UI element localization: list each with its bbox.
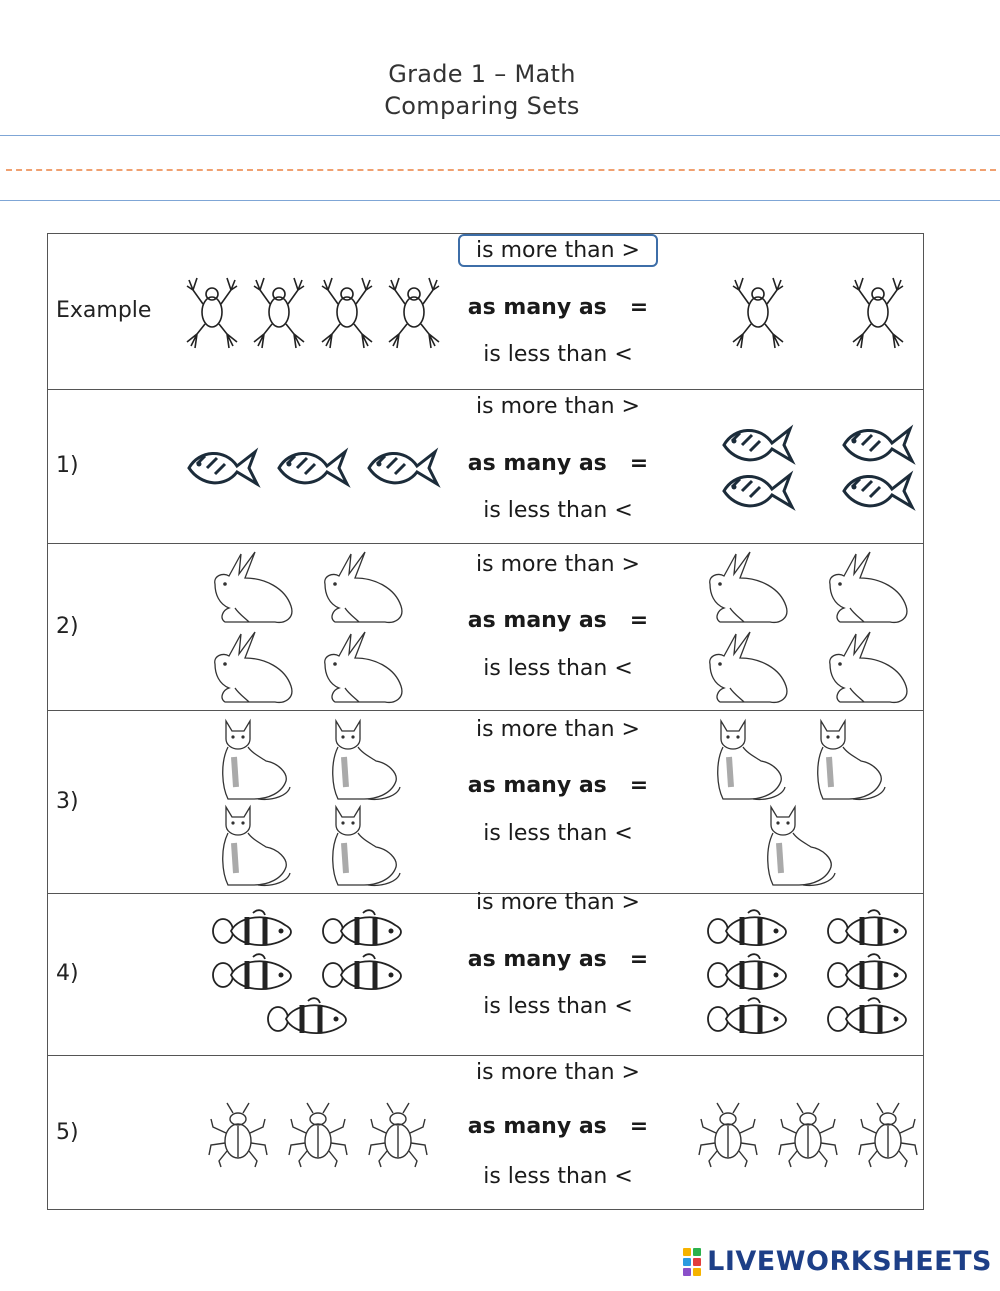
fish-icon bbox=[818, 467, 938, 513]
comparison-table bbox=[47, 233, 924, 1210]
choice-label: is less than < bbox=[483, 821, 633, 846]
choice-label: is less than < bbox=[483, 656, 633, 681]
beetle-icon bbox=[358, 1099, 438, 1169]
frog-icon bbox=[381, 272, 449, 352]
choice-label: as many as = bbox=[467, 608, 649, 633]
right-set bbox=[688, 900, 928, 1050]
choice-more[interactable] bbox=[453, 552, 663, 577]
comparison-row bbox=[48, 544, 923, 711]
cat-icon bbox=[798, 717, 898, 803]
choice-label: as many as = bbox=[467, 947, 649, 972]
fish-icon bbox=[698, 467, 818, 513]
rabbit-icon bbox=[688, 548, 808, 628]
choice-label: is more than > bbox=[458, 234, 658, 267]
frog-icon bbox=[313, 272, 381, 352]
fish-icon bbox=[268, 444, 358, 490]
rabbit-icon bbox=[308, 548, 418, 628]
choice-label: as many as = bbox=[467, 1114, 649, 1139]
choice-same[interactable] bbox=[453, 608, 663, 633]
choice-label: is more than > bbox=[476, 552, 640, 577]
comparison-row bbox=[48, 890, 923, 1056]
comparison-row bbox=[48, 1056, 923, 1211]
rabbit-icon bbox=[198, 628, 308, 708]
choice-less[interactable] bbox=[453, 994, 663, 1019]
frog-icon bbox=[698, 272, 818, 352]
choice-more[interactable] bbox=[453, 394, 663, 419]
clownfish-icon bbox=[308, 909, 418, 953]
comparison-row bbox=[48, 711, 923, 894]
frog-icon bbox=[246, 272, 314, 352]
answer-choices bbox=[453, 890, 663, 1056]
title-line-2: Comparing Sets bbox=[384, 92, 580, 120]
choice-same[interactable] bbox=[453, 773, 663, 798]
rabbit-icon bbox=[688, 628, 808, 708]
rabbit-icon bbox=[308, 628, 418, 708]
choice-same[interactable] bbox=[453, 451, 663, 476]
liveworksheets-logo bbox=[683, 1246, 992, 1277]
choice-same[interactable] bbox=[453, 947, 663, 972]
clownfish-icon bbox=[253, 997, 363, 1041]
frog-icon bbox=[178, 272, 246, 352]
choice-label: is less than < bbox=[483, 994, 633, 1019]
beetle-icon bbox=[848, 1099, 928, 1169]
frog-icon bbox=[818, 272, 938, 352]
beetle-icon bbox=[278, 1099, 358, 1169]
choice-same[interactable] bbox=[453, 1114, 663, 1139]
writing-line-bottom bbox=[0, 200, 1000, 201]
answer-choices bbox=[453, 390, 663, 544]
clownfish-icon bbox=[808, 997, 928, 1041]
fish-icon bbox=[178, 444, 268, 490]
choice-label: as many as = bbox=[467, 295, 649, 320]
row-label: 5) bbox=[56, 1119, 79, 1145]
beetle-icon bbox=[768, 1099, 848, 1169]
rabbit-icon bbox=[808, 548, 928, 628]
clownfish-icon bbox=[688, 997, 808, 1041]
answer-choices bbox=[453, 1056, 663, 1211]
choice-label: is more than > bbox=[476, 394, 640, 419]
worksheet-title bbox=[0, 58, 964, 122]
choice-label: as many as = bbox=[467, 451, 649, 476]
row-label: 4) bbox=[56, 961, 79, 986]
choice-more[interactable] bbox=[453, 717, 663, 742]
beetle-icon bbox=[688, 1099, 768, 1169]
choice-label: is less than < bbox=[483, 342, 633, 367]
comparison-row bbox=[48, 390, 923, 544]
fish-icon bbox=[698, 421, 818, 467]
answer-choices bbox=[453, 544, 663, 711]
writing-line-dashed bbox=[6, 169, 996, 171]
right-set bbox=[698, 396, 938, 538]
fish-icon bbox=[358, 444, 448, 490]
fish-icon bbox=[818, 421, 938, 467]
choice-label: is less than < bbox=[483, 498, 633, 523]
right-set bbox=[688, 550, 928, 705]
choice-more[interactable] bbox=[453, 238, 663, 263]
choice-less[interactable] bbox=[453, 656, 663, 681]
choice-less[interactable] bbox=[453, 1164, 663, 1189]
choice-label: is more than > bbox=[476, 1060, 640, 1085]
clownfish-icon bbox=[308, 953, 418, 997]
choice-more[interactable] bbox=[453, 890, 663, 915]
right-set bbox=[698, 717, 898, 888]
left-set bbox=[198, 717, 418, 888]
clownfish-icon bbox=[808, 909, 928, 953]
left-set bbox=[178, 396, 448, 538]
clownfish-icon bbox=[688, 953, 808, 997]
choice-label: is less than < bbox=[483, 1164, 633, 1189]
choice-label: as many as = bbox=[467, 773, 649, 798]
cat-icon bbox=[308, 717, 418, 803]
clownfish-icon bbox=[198, 909, 308, 953]
right-set bbox=[688, 1062, 928, 1205]
cat-icon bbox=[698, 717, 798, 803]
clownfish-icon bbox=[808, 953, 928, 997]
left-set bbox=[198, 900, 418, 1050]
choice-less[interactable] bbox=[453, 342, 663, 367]
rabbit-icon bbox=[808, 628, 928, 708]
cat-icon bbox=[308, 803, 418, 889]
left-set bbox=[198, 550, 418, 705]
writing-line-top bbox=[0, 135, 1000, 136]
choice-label: is more than > bbox=[476, 717, 640, 742]
clownfish-icon bbox=[198, 953, 308, 997]
clownfish-icon bbox=[688, 909, 808, 953]
title-line-1: Grade 1 – Math bbox=[388, 60, 576, 88]
choice-label: is more than > bbox=[476, 890, 640, 915]
comparison-row bbox=[48, 234, 923, 390]
liveworksheets-logo-icon bbox=[683, 1248, 701, 1276]
right-set bbox=[698, 240, 938, 384]
beetle-icon bbox=[198, 1099, 278, 1169]
row-label: 2) bbox=[56, 613, 79, 639]
logo-text: LIVEWORKSHEETS bbox=[707, 1246, 992, 1277]
choice-same[interactable] bbox=[453, 295, 663, 320]
answer-choices bbox=[453, 711, 663, 894]
choice-less[interactable] bbox=[453, 498, 663, 523]
left-set bbox=[178, 240, 448, 384]
choice-more[interactable] bbox=[453, 1060, 663, 1085]
cat-icon bbox=[748, 803, 848, 889]
left-set bbox=[198, 1062, 438, 1205]
row-label: 3) bbox=[56, 788, 79, 814]
choice-less[interactable] bbox=[453, 821, 663, 846]
row-label: 1) bbox=[56, 453, 79, 478]
cat-icon bbox=[198, 803, 308, 889]
answer-choices bbox=[453, 234, 663, 390]
row-label: Example bbox=[56, 298, 152, 323]
cat-icon bbox=[198, 717, 308, 803]
rabbit-icon bbox=[198, 548, 308, 628]
